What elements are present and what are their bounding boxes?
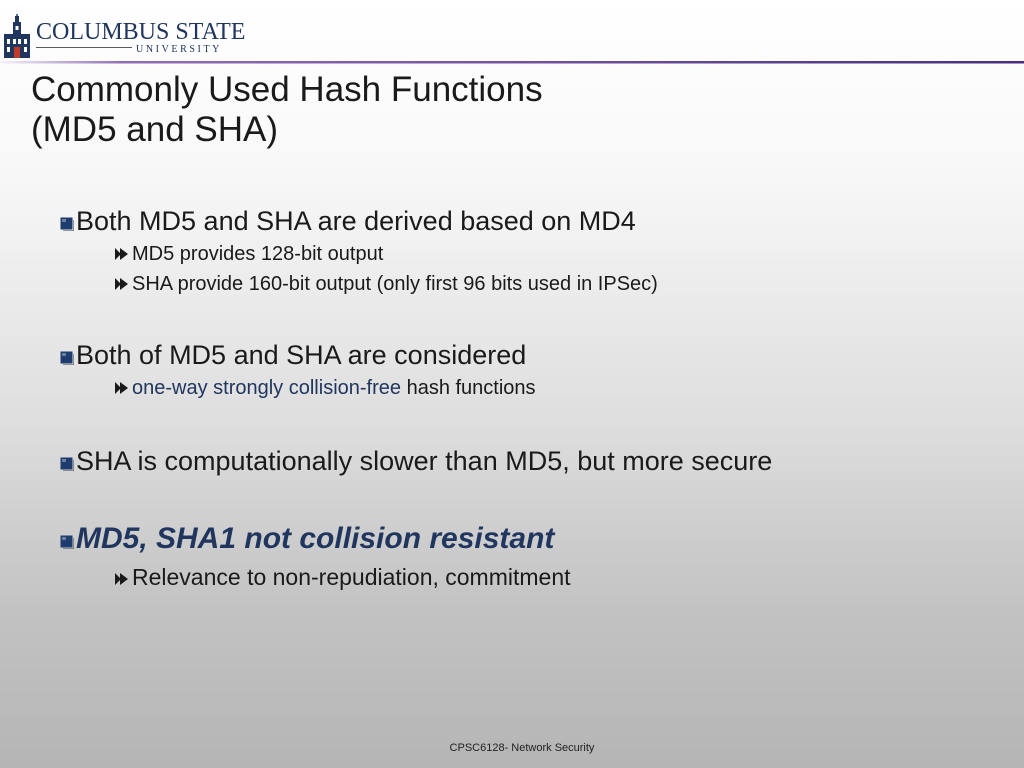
bullet-text-emphasized: MD5, SHA1 not collision resistant: [76, 522, 555, 555]
sub-bullet-item: [114, 243, 383, 266]
highlighted-phrase: one-way strongly collision-free: [132, 377, 402, 399]
square-bullet-icon: [60, 535, 74, 549]
slide-title-line2: (MD5 and SHA): [31, 110, 279, 149]
slide-footer: CPSC6128- Network Security: [449, 742, 595, 754]
bullet-item: [60, 446, 772, 477]
logo-subtitle: UNIVERSITY: [136, 44, 222, 55]
logo-wordmark: COLUMBUS STATE: [36, 19, 246, 45]
bullet-item: [60, 206, 636, 237]
sub-bullet-text: SHA provide 160-bit output (only first 96 bits used in IPSec): [132, 273, 658, 295]
square-bullet-icon: [60, 217, 74, 231]
sub-bullet-item: [114, 564, 571, 591]
sub-bullet-item: [114, 273, 658, 296]
university-logo: [4, 14, 246, 60]
arrow-bullet-icon: [114, 277, 129, 291]
square-bullet-icon: [60, 457, 74, 471]
sub-bullet-item: [114, 377, 536, 400]
bullet-item: [60, 522, 554, 556]
arrow-bullet-icon: [114, 572, 129, 586]
logo-divider: [36, 47, 132, 48]
bullet-text: SHA is computationally slower than MD5, but more secure: [76, 446, 773, 476]
arrow-bullet-icon: [114, 247, 129, 261]
sub-bullet-text: Relevance to non-repudiation, commitment: [132, 564, 571, 590]
university-logo-icon: [4, 14, 30, 58]
bullet-text: Both of MD5 and SHA are considered: [76, 340, 527, 370]
arrow-bullet-icon: [114, 381, 129, 395]
slide-title-line1: Commonly Used Hash Functions: [31, 70, 543, 109]
square-bullet-icon: [60, 351, 74, 365]
bullet-item: [60, 340, 526, 371]
sub-bullet-text: MD5 provides 128-bit output: [132, 243, 384, 265]
header-divider: [0, 60, 1024, 66]
sub-bullet-text: hash functions: [401, 377, 536, 399]
bullet-text: Both MD5 and SHA are derived based on MD4: [76, 206, 636, 236]
slide-title: [31, 70, 543, 150]
